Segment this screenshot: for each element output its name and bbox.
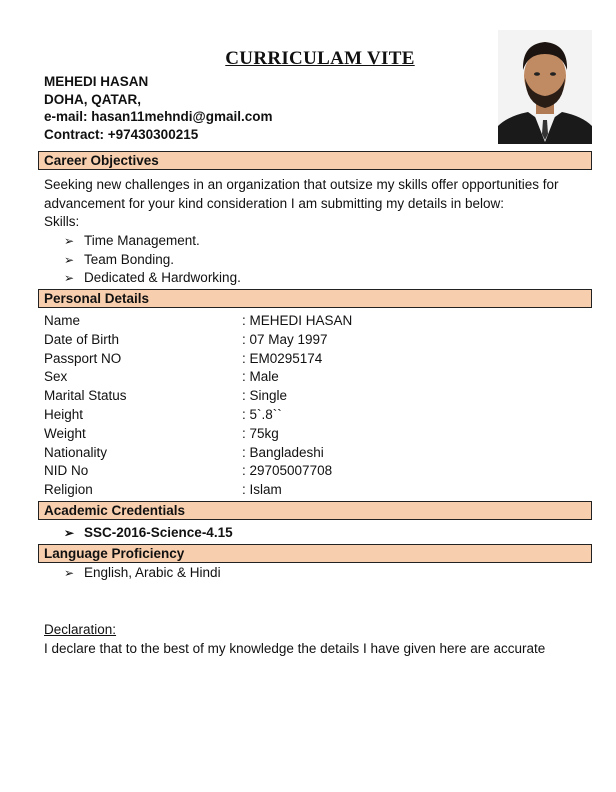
academic-credentials-header: Academic Credentials: [38, 501, 592, 520]
table-row: Name : MEHEDI HASAN: [44, 313, 353, 328]
academic-list: [64, 524, 233, 543]
declaration-text: I declare that to the best of my knowledge the details I have given here are accurate: [44, 641, 546, 656]
personal-details-header: Personal Details: [38, 289, 592, 308]
table-row: Nationality : Bangladeshi: [44, 444, 324, 460]
career-line-2: advancement for your kind consideration I am submitting my details in below:: [44, 195, 504, 211]
table-row: Weight : 75kg: [44, 425, 279, 441]
table-row: Date of Birth : 07 May 1997: [44, 331, 328, 347]
language-list: [64, 564, 221, 583]
list-item: ➢ English, Arabic & Hindi: [64, 564, 221, 583]
profile-photo: [498, 30, 592, 144]
table-row: Height : 5`.8``: [44, 406, 282, 422]
table-row: NID No : 29705007708: [44, 463, 333, 479]
table-row: Religion : Islam: [44, 482, 282, 498]
person-photo-icon: [498, 30, 592, 144]
list-item: ➢ SSC-2016-Science-4.15: [64, 524, 233, 543]
table-row: Passport NO : EM0295174: [44, 350, 323, 366]
arrow-bullet-icon: ➢: [64, 271, 75, 285]
language-proficiency-header: Language Proficiency: [38, 544, 592, 563]
skills-list: [64, 232, 241, 288]
contact-email: e-mail: hasan11mehndi@gmail.com: [44, 109, 273, 124]
contact-location: DOHA, QATAR,: [44, 91, 141, 107]
contact-name: MEHEDI HASAN: [44, 74, 149, 89]
career-objective-text: [44, 176, 559, 232]
arrow-bullet-icon: ➢: [64, 566, 75, 580]
arrow-bullet-icon: ➢: [64, 526, 75, 540]
document-title: CURRICULAM VITE: [225, 48, 415, 69]
contact-block: [44, 73, 273, 143]
list-item: ➢ Time Management.: [64, 232, 241, 251]
arrow-bullet-icon: ➢: [64, 252, 75, 267]
table-row: Sex : Male: [44, 369, 279, 385]
contact-phone: Contract: +97430300215: [44, 126, 199, 142]
list-item: ➢ Team Bonding.: [64, 251, 241, 270]
declaration-heading: Declaration:: [44, 622, 117, 637]
career-line-1: Seeking new challenges in an organization that outsize my skills offer opportunities for: [44, 177, 559, 192]
arrow-bullet-icon: ➢: [64, 234, 75, 248]
personal-details-table: [44, 312, 352, 500]
skills-label: Skills:: [44, 214, 80, 229]
career-objectives-header: Career Objectives: [38, 151, 592, 170]
list-item: ➢ Dedicated & Hardworking.: [64, 269, 241, 288]
table-row: Marital Status : Single: [44, 388, 288, 404]
